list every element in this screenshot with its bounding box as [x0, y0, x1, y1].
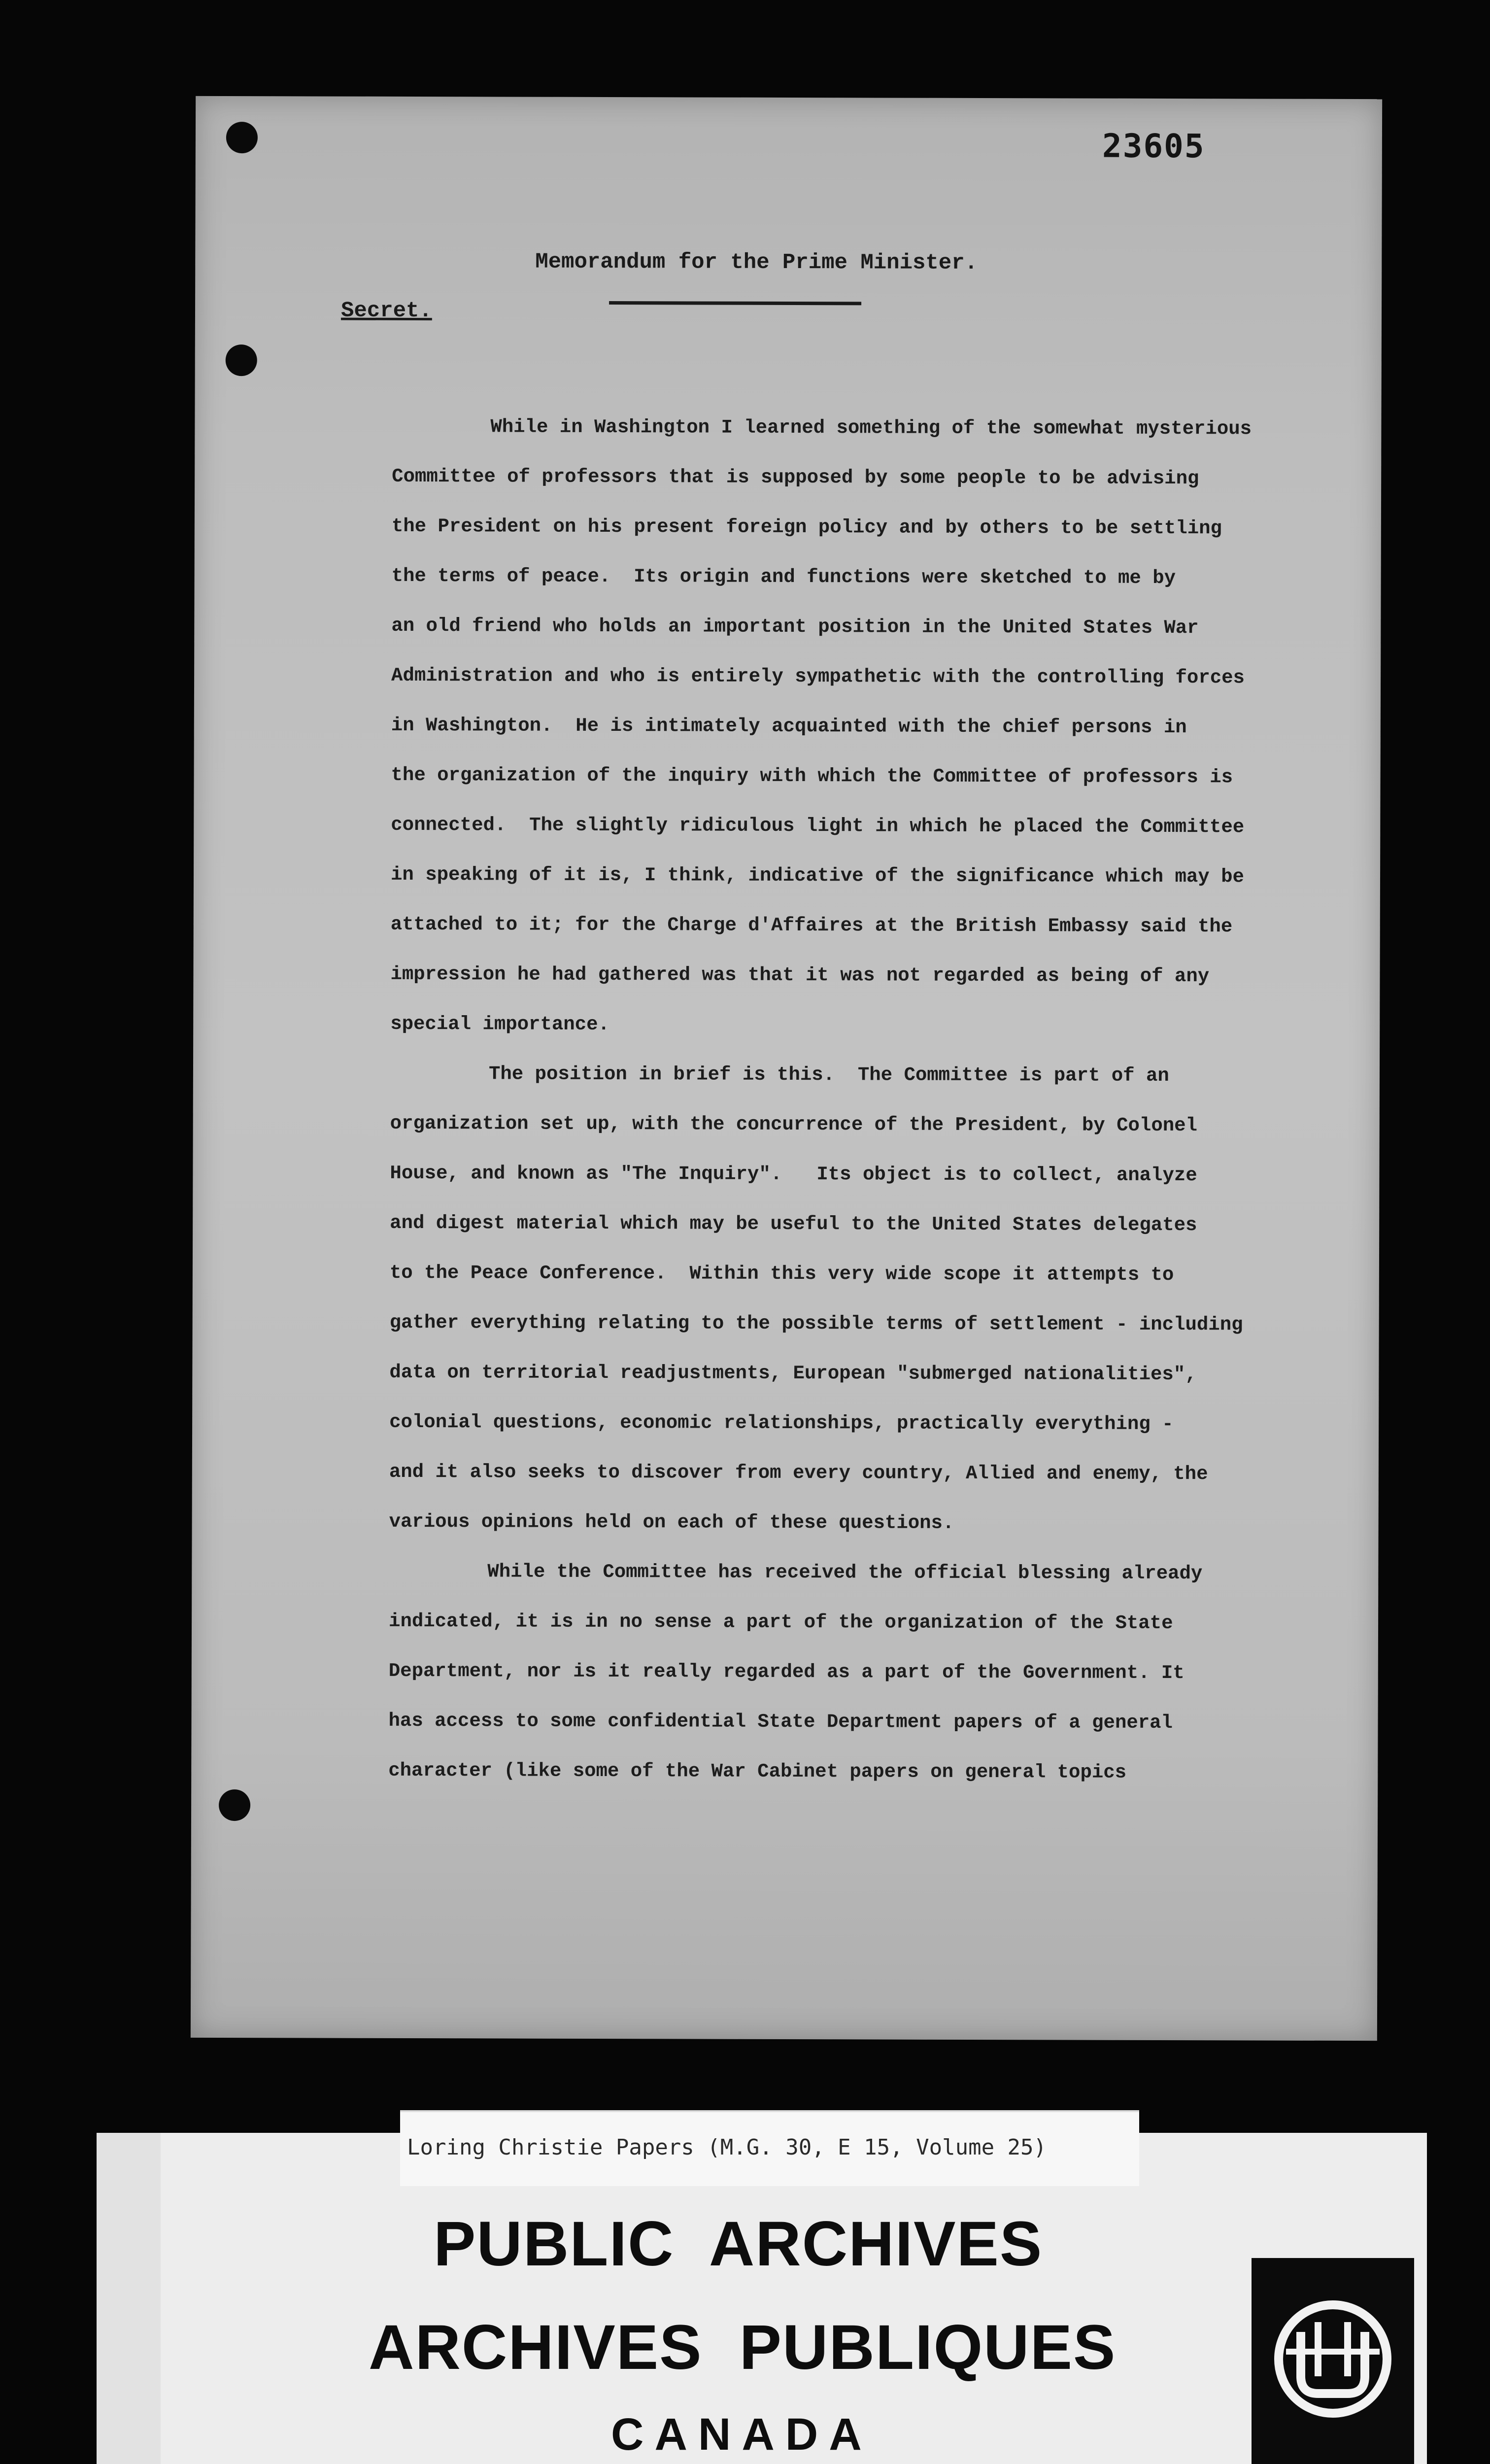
punch-hole-upper — [226, 344, 257, 376]
text-line: The position in brief is this. The Committee is part of an — [488, 1063, 1169, 1087]
memo-body — [388, 402, 1348, 1798]
text-line: Department, nor is it really regarded as a part of the Government. It — [388, 1660, 1185, 1684]
text-line: data on territorial readjustments, European "submerged nationalities", — [389, 1361, 1197, 1386]
text-line: and digest material which may be useful to the United States delegates — [390, 1212, 1197, 1236]
title-underline — [609, 301, 861, 305]
text-line: in speaking of it is, I think, indicative of the significance which may be — [390, 863, 1244, 888]
memorandum-sheet — [191, 96, 1382, 2041]
punch-hole-bottom — [219, 1789, 250, 1821]
text-line: House, and known as "The Inquiry". Its object is to collect, analyze — [390, 1162, 1197, 1187]
text-line: attached to it; for the Charge d'Affaires at the British Embassy said the — [390, 913, 1233, 938]
document-number: 23605 — [1102, 127, 1205, 166]
text-line: special importance. — [390, 1013, 610, 1036]
archives-emblem-icon — [1266, 2293, 1399, 2426]
text-line: to the Peace Conference. Within this very wide scope it attempts to — [389, 1262, 1174, 1286]
collection-label: Loring Christie Papers (M.G. 30, E 15, Volume 25) — [407, 2135, 1047, 2160]
text-line: Committee of professors that is supposed by some people to be advising — [392, 465, 1199, 490]
text-line: the organization of the inquiry with which the Committee of professors is — [391, 764, 1233, 788]
text-line: in Washington. He is intimately acquainted with the chief persons in — [391, 714, 1187, 739]
memo-title: Memorandum for the Prime Minister. — [535, 249, 978, 276]
public-archives-canada-logo-icon — [1252, 2258, 1414, 2464]
text-line: While in Washington I learned something of the somewhat mysterious — [490, 416, 1252, 440]
text-line: While the Committee has received the official blessing already — [487, 1561, 1203, 1585]
archive-name-english: PUBLIC ARCHIVES — [434, 2209, 1043, 2279]
text-line: the terms of peace. Its origin and functions were sketched to me by — [391, 565, 1176, 589]
classification-label: Secret. — [340, 298, 432, 324]
text-line: an old friend who holds an important position in the United States War — [391, 615, 1199, 639]
text-line: indicated, it is in no sense a part of the organization of the State — [389, 1610, 1173, 1635]
text-line: various opinions held on each of these questions. — [389, 1510, 954, 1534]
archive-country: CANADA — [611, 2409, 873, 2460]
text-line: Administration and who is entirely sympathetic with the controlling forces — [391, 664, 1245, 689]
text-line: gather everything relating to the possible terms of settlement - including — [389, 1311, 1243, 1336]
text-line: organization set up, with the concurrence of the President, by Colonel — [390, 1112, 1198, 1137]
paragraph-1 — [390, 402, 1348, 1052]
text-line: connected. The slightly ridiculous light in which he placed the Committee — [391, 814, 1245, 838]
text-line: and it also seeks to discover from every country, Allied and enemy, the — [389, 1461, 1208, 1485]
text-line: character (like some of the War Cabinet papers on general topics — [388, 1759, 1127, 1783]
text-line: the President on his present foreign policy and by others to be settling — [391, 515, 1222, 540]
paragraph-3 — [388, 1547, 1345, 1798]
text-line: colonial questions, economic relationships, practically everything - — [389, 1411, 1174, 1436]
text-line: has access to some confidential State Department papers of a general — [388, 1710, 1173, 1734]
archive-name-french: ARCHIVES PUBLIQUES — [369, 2312, 1117, 2383]
punch-hole-top — [226, 122, 258, 153]
archive-card-edge — [97, 2133, 161, 2464]
text-line: impression he had gathered was that it was not regarded as being of any — [390, 963, 1210, 988]
paragraph-2 — [389, 1049, 1346, 1549]
